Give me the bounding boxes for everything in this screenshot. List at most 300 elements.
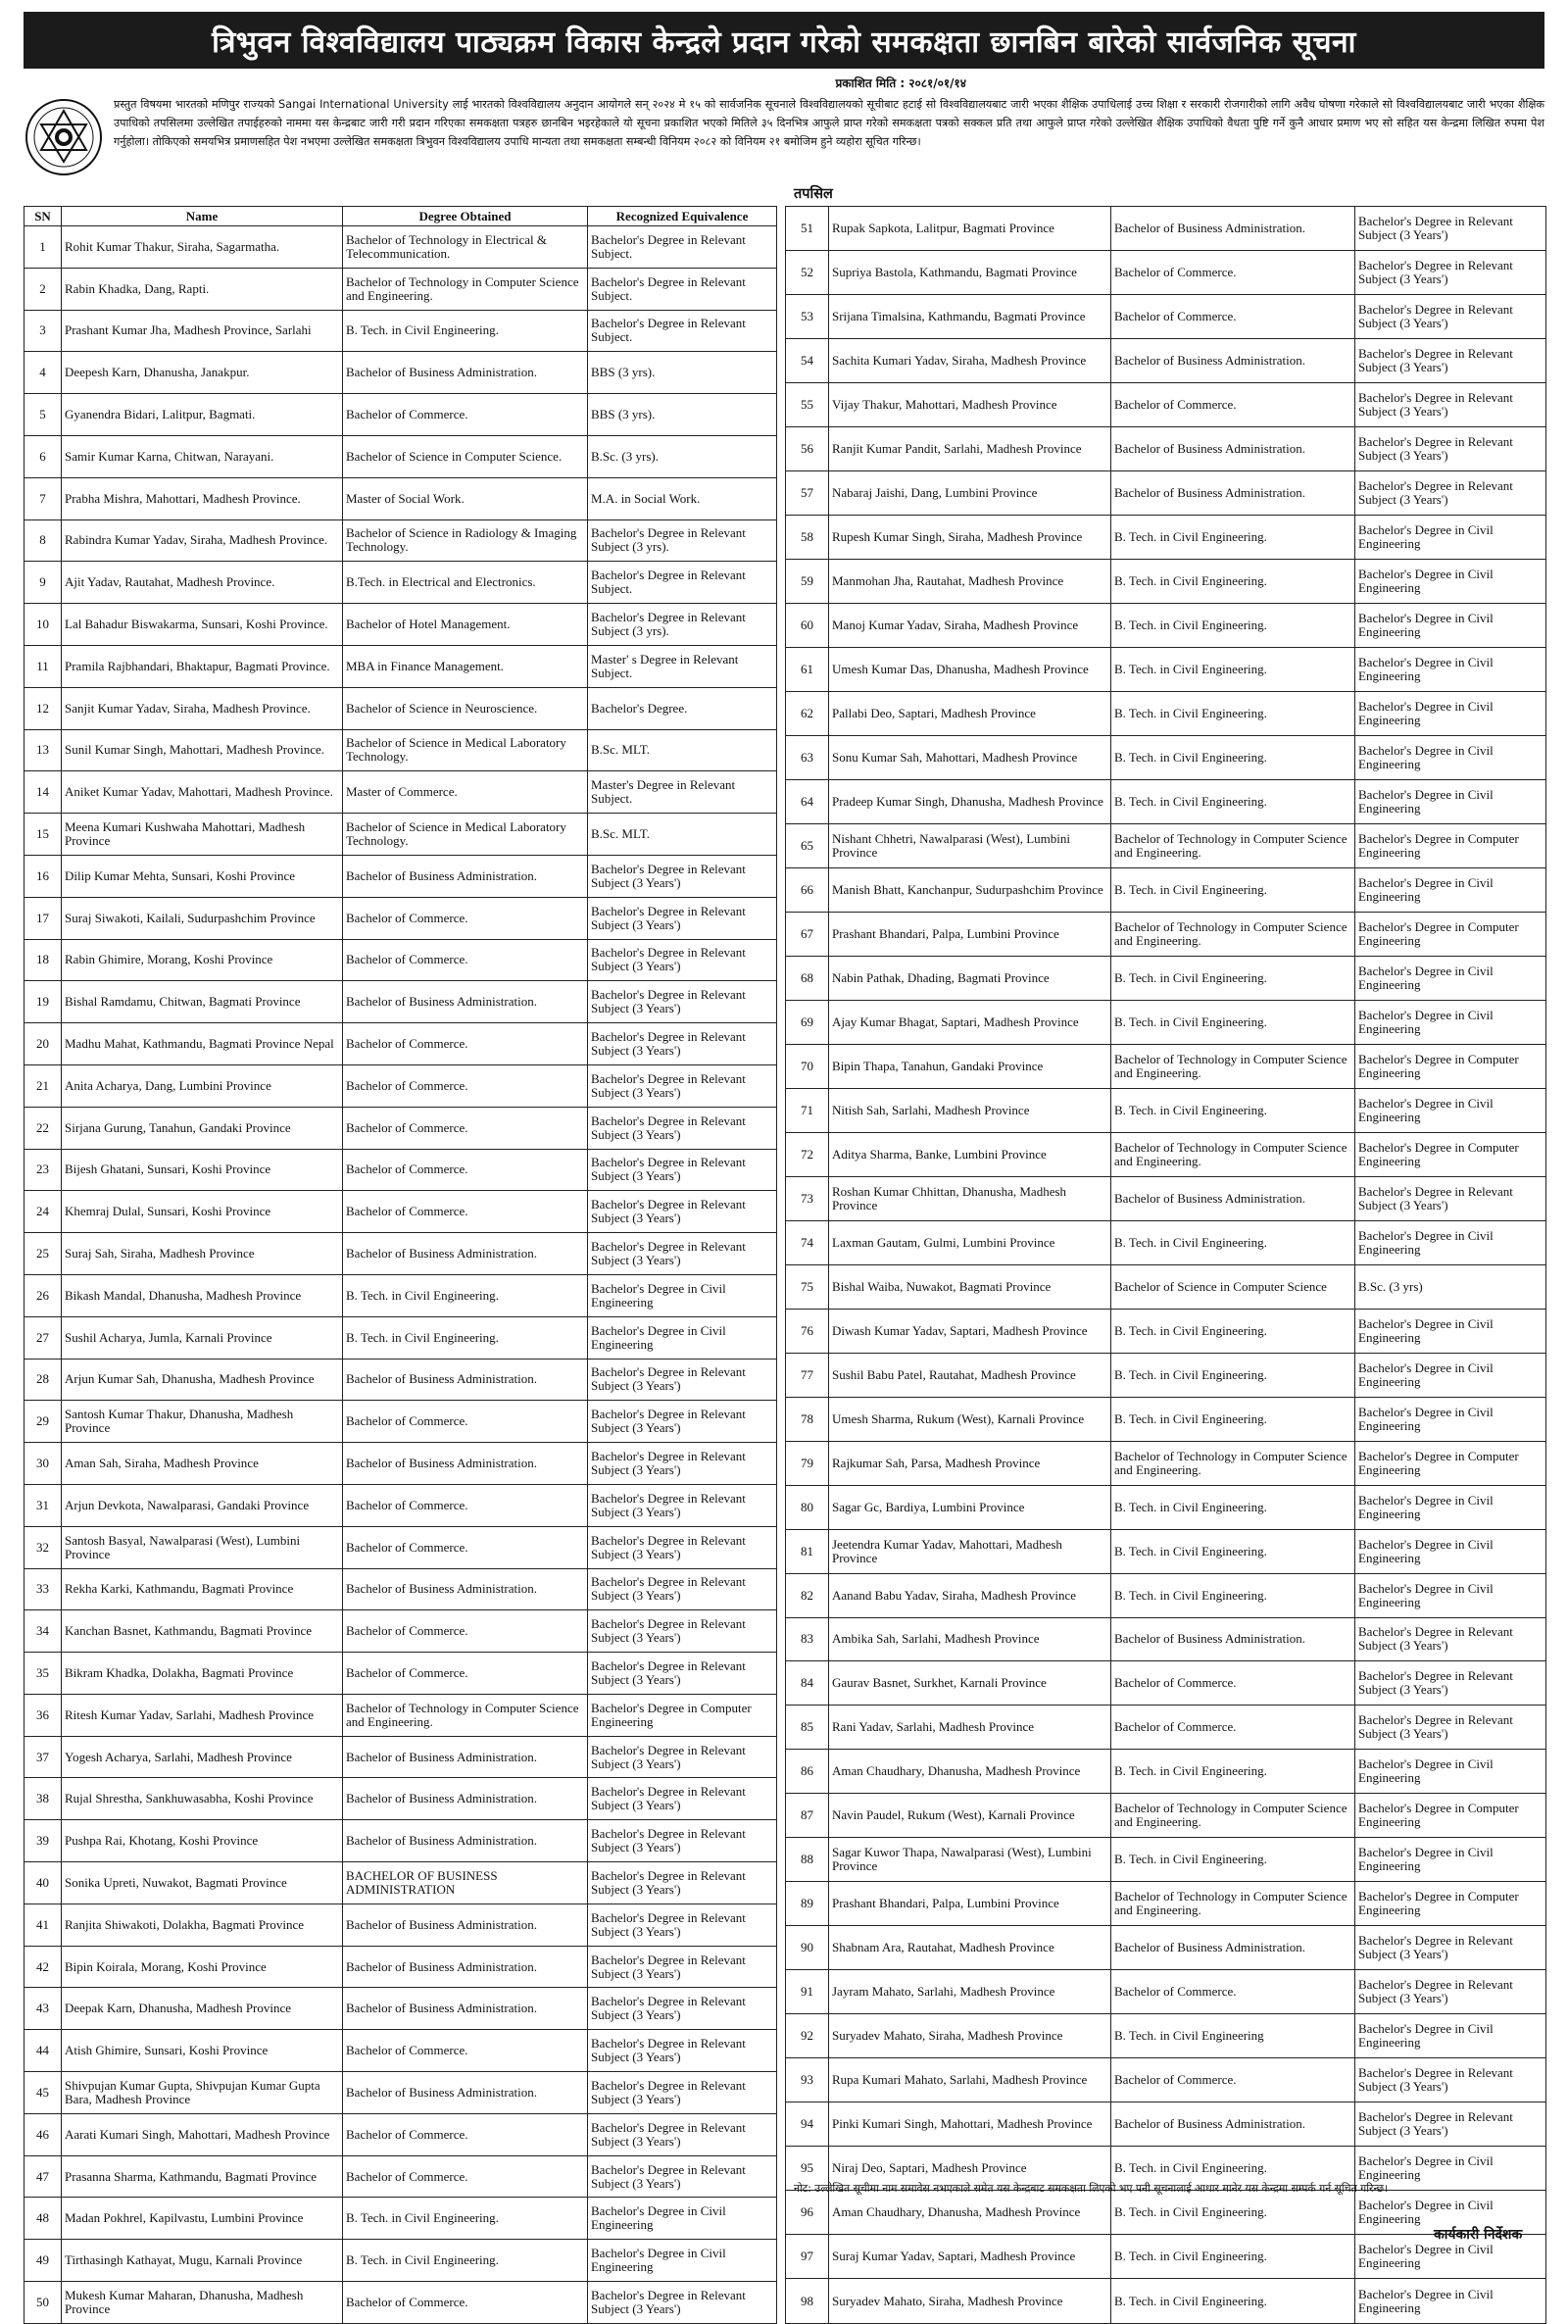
table-row <box>786 1264 1546 1309</box>
cell-name: Rabin Ghimire, Morang, Koshi Province <box>62 939 343 981</box>
cell-sn: 34 <box>24 1610 62 1653</box>
cell-degree: Bachelor of Commerce. <box>343 2282 588 2324</box>
cell-equivalence: Bachelor's Degree in Relevant Subject (3 Years') <box>1355 338 1546 382</box>
column-header-equivalence: Recognized Equivalence <box>588 207 777 226</box>
cell-name: Rupesh Kumar Singh, Siraha, Madhesh Province <box>829 515 1111 559</box>
table-row <box>24 2155 777 2198</box>
cell-sn: 53 <box>786 294 829 338</box>
cell-degree: B. Tech. in Civil Engineering. <box>1111 559 1355 603</box>
cell-sn: 95 <box>786 2147 829 2191</box>
cell-sn: 46 <box>24 2113 62 2155</box>
cell-sn: 67 <box>786 912 829 956</box>
cell-name: Rohit Kumar Thakur, Siraha, Sagarmatha. <box>62 226 343 269</box>
cell-equivalence: Bachelor's Degree in Relevant Subject (3 Years') <box>588 1778 777 1820</box>
cell-degree: MBA in Finance Management. <box>343 645 588 687</box>
table-row <box>24 268 777 310</box>
cell-name: Meena Kumari Kushwaha Mahottari, Madhesh Province <box>62 814 343 856</box>
cell-degree: B. Tech. in Civil Engineering <box>1111 2014 1355 2058</box>
cell-equivalence: Bachelor's Degree in Relevant Subject (3 Years') <box>588 1736 777 1778</box>
table-row <box>786 1088 1546 1132</box>
cell-sn: 25 <box>24 1233 62 1275</box>
cell-equivalence: Bachelor's Degree in Relevant Subject (3 Years') <box>1355 1706 1546 1750</box>
cell-degree: Bachelor of Science in Medical Laboratory Technology. <box>343 729 588 771</box>
candidate-table-right <box>785 206 1546 2324</box>
cell-name: Bipin Koirala, Morang, Koshi Province <box>62 1946 343 1988</box>
cell-degree: B. Tech. in Civil Engineering. <box>1111 1353 1355 1397</box>
cell-name: Aanand Babu Yadav, Siraha, Madhesh Province <box>829 1573 1111 1617</box>
table-row <box>24 1862 777 1904</box>
table-row <box>24 1820 777 1862</box>
cell-degree: Bachelor of Commerce. <box>343 1653 588 1695</box>
cell-sn: 87 <box>786 1794 829 1838</box>
cell-sn: 21 <box>24 1064 62 1107</box>
cell-sn: 85 <box>786 1706 829 1750</box>
cell-name: Nabin Pathak, Dhading, Bagmati Province <box>829 956 1111 1000</box>
table-row <box>786 470 1546 515</box>
table-row <box>24 981 777 1023</box>
cell-equivalence: Bachelor's Degree in Relevant Subject (3 Years') <box>1355 207 1546 251</box>
cell-equivalence: Bachelor's Degree in Civil Engineering <box>1355 1000 1546 1044</box>
table-header-row <box>24 207 777 226</box>
cell-name: Navin Paudel, Rukum (West), Karnali Province <box>829 1794 1111 1838</box>
cell-sn: 35 <box>24 1653 62 1695</box>
notice-title: त्रिभुवन विश्वविद्यालय पाठ्यक्रम विकास केन्द्रले प्रदान गरेको समकक्षता छानबिन बारेको सार्वजनिक सूचना <box>24 12 1544 69</box>
cell-equivalence: Bachelor's Degree in Civil Engineering <box>1355 559 1546 603</box>
cell-sn: 88 <box>786 1838 829 1882</box>
cell-equivalence: Bachelor's Degree in Civil Engineering <box>1355 691 1546 735</box>
cell-name: Bikram Khadka, Dolakha, Bagmati Province <box>62 1653 343 1695</box>
cell-sn: 43 <box>24 1988 62 2030</box>
cell-equivalence: Bachelor's Degree in Relevant Subject (3 Years') <box>588 1526 777 1568</box>
table-row <box>786 1573 1546 1617</box>
cell-sn: 65 <box>786 823 829 867</box>
cell-name: Sirjana Gurung, Tanahun, Gandaki Province <box>62 1107 343 1149</box>
cell-equivalence: Bachelor's Degree in Civil Engineering <box>1355 2191 1546 2235</box>
cell-equivalence: Master's Degree in Relevant Subject. <box>588 771 777 814</box>
cell-equivalence: Bachelor's Degree in Relevant Subject (3 Years') <box>1355 1176 1546 1220</box>
cell-sn: 33 <box>24 1568 62 1610</box>
cell-sn: 27 <box>24 1316 62 1359</box>
cell-degree: Bachelor of Commerce. <box>343 1610 588 1653</box>
cell-equivalence: Bachelor's Degree in Relevant Subject (3 Years') <box>588 1610 777 1653</box>
cell-degree: B. Tech. in Civil Engineering. <box>1111 1573 1355 1617</box>
cell-sn: 57 <box>786 470 829 515</box>
cell-sn: 45 <box>24 2072 62 2114</box>
cell-name: Atish Ghimire, Sunsari, Koshi Province <box>62 2030 343 2072</box>
column-header-sn: SN <box>24 207 62 226</box>
table-row <box>24 1610 777 1653</box>
cell-equivalence: Bachelor's Degree in Relevant Subject (3 Years') <box>1355 1617 1546 1661</box>
table-row <box>786 1617 1546 1661</box>
cell-degree: Bachelor of Commerce. <box>1111 1706 1355 1750</box>
table-row <box>786 647 1546 691</box>
table-row <box>786 1794 1546 1838</box>
cell-name: Prashant Kumar Jha, Madhesh Province, Sarlahi <box>62 310 343 352</box>
cell-equivalence: Bachelor's Degree in Civil Engineering <box>588 1274 777 1316</box>
table-row <box>786 2279 1546 2324</box>
cell-degree: B. Tech. in Civil Engineering. <box>1111 1000 1355 1044</box>
cell-degree: B. Tech. in Civil Engineering. <box>343 2198 588 2240</box>
cell-degree: B. Tech. in Civil Engineering. <box>1111 1220 1355 1264</box>
cell-name: Sanjit Kumar Yadav, Siraha, Madhesh Province. <box>62 687 343 729</box>
cell-degree: Bachelor of Technology in Computer Science and Engineering. <box>1111 823 1355 867</box>
cell-equivalence: Bachelor's Degree in Relevant Subject (3 yrs). <box>588 604 777 646</box>
cell-name: Roshan Kumar Chhittan, Dhanusha, Madhesh Province <box>829 1176 1111 1220</box>
cell-name: Niraj Deo, Saptari, Madhesh Province <box>829 2147 1111 2191</box>
table-row <box>24 897 777 939</box>
cell-name: Kanchan Basnet, Kathmandu, Bagmati Province <box>62 1610 343 1653</box>
cell-name: Ritesh Kumar Yadav, Sarlahi, Madhesh Province <box>62 1694 343 1736</box>
cell-sn: 39 <box>24 1820 62 1862</box>
cell-equivalence: Bachelor's Degree in Civil Engineering <box>1355 2147 1546 2191</box>
table-body-right <box>786 207 1546 2324</box>
cell-sn: 50 <box>24 2282 62 2324</box>
cell-equivalence: Bachelor's Degree in Civil Engineering <box>1355 1485 1546 1529</box>
cell-sn: 70 <box>786 1044 829 1088</box>
cell-sn: 9 <box>24 562 62 604</box>
table-row <box>786 912 1546 956</box>
cell-sn: 68 <box>786 956 829 1000</box>
cell-sn: 2 <box>24 268 62 310</box>
table-row <box>24 1946 777 1988</box>
cell-sn: 81 <box>786 1529 829 1573</box>
cell-sn: 86 <box>786 1750 829 1794</box>
cell-equivalence: Bachelor's Degree in Relevant Subject (3 Years') <box>1355 470 1546 515</box>
cell-degree: Bachelor of Commerce. <box>343 394 588 436</box>
published-date: प्रकाशित मिति : २०८१/०१/१४ <box>835 76 966 90</box>
table-row <box>786 1882 1546 1926</box>
cell-name: Nabaraj Jaishi, Dang, Lumbini Province <box>829 470 1111 515</box>
cell-degree: B. Tech. in Civil Engineering. <box>343 1316 588 1359</box>
cell-name: Prasanna Sharma, Kathmandu, Bagmati Province <box>62 2155 343 2198</box>
cell-sn: 12 <box>24 687 62 729</box>
cell-equivalence: Bachelor's Degree in Civil Engineering <box>1355 1309 1546 1353</box>
cell-sn: 41 <box>24 1904 62 1946</box>
cell-degree: B. Tech. in Civil Engineering. <box>343 2240 588 2282</box>
table-row <box>24 1316 777 1359</box>
cell-equivalence: B.Sc. (3 yrs). <box>588 435 777 477</box>
cell-sn: 40 <box>24 1862 62 1904</box>
cell-name: Yogesh Acharya, Sarlahi, Madhesh Province <box>62 1736 343 1778</box>
university-seal-logo <box>24 97 104 177</box>
cell-sn: 37 <box>24 1736 62 1778</box>
cell-degree: Bachelor of Commerce. <box>343 1023 588 1065</box>
cell-name: Tirthasingh Kathayat, Mugu, Karnali Province <box>62 2240 343 2282</box>
cell-degree: Bachelor of Business Administration. <box>343 1736 588 1778</box>
cell-equivalence: Bachelor's Degree in Civil Engineering <box>1355 1088 1546 1132</box>
cell-sn: 97 <box>786 2235 829 2279</box>
table-row <box>786 2102 1546 2147</box>
cell-equivalence: Bachelor's Degree in Relevant Subject. <box>588 310 777 352</box>
table-row <box>24 310 777 352</box>
cell-sn: 75 <box>786 1264 829 1309</box>
table-row <box>786 823 1546 867</box>
cell-degree: Bachelor of Science in Neuroscience. <box>343 687 588 729</box>
table-row <box>24 1359 777 1401</box>
cell-degree: Bachelor of Technology in Computer Science and Engineering. <box>1111 912 1355 956</box>
table-row <box>24 477 777 519</box>
table-body-left <box>24 226 777 2324</box>
cell-degree: B. Tech. in Civil Engineering. <box>1111 1309 1355 1353</box>
cell-sn: 32 <box>24 1526 62 1568</box>
table-row <box>24 645 777 687</box>
cell-equivalence: Bachelor's Degree in Relevant Subject (3 yrs). <box>588 519 777 562</box>
table-row <box>786 2014 1546 2058</box>
cell-degree: Master of Commerce. <box>343 771 588 814</box>
cell-sn: 15 <box>24 814 62 856</box>
cell-sn: 92 <box>786 2014 829 2058</box>
table-row <box>786 1706 1546 1750</box>
cell-equivalence: Bachelor's Degree in Civil Engineering <box>588 1316 777 1359</box>
table-row <box>786 515 1546 559</box>
table-row <box>786 1220 1546 1264</box>
table-row <box>24 814 777 856</box>
cell-equivalence: Bachelor's Degree in Computer Engineering <box>1355 1132 1546 1176</box>
cell-equivalence: Bachelor's Degree in Relevant Subject (3 Years') <box>588 1064 777 1107</box>
table-row <box>786 1176 1546 1220</box>
table-row <box>24 352 777 394</box>
cell-sn: 51 <box>786 207 829 251</box>
table-row <box>786 603 1546 647</box>
cell-sn: 36 <box>24 1694 62 1736</box>
cell-name: Umesh Sharma, Rukum (West), Karnali Province <box>829 1397 1111 1441</box>
cell-name: Sagar Kuwor Thapa, Nawalparasi (West), Lumbini Province <box>829 1838 1111 1882</box>
cell-degree: Bachelor of Commerce. <box>343 897 588 939</box>
cell-name: Ambika Sah, Sarlahi, Madhesh Province <box>829 1617 1111 1661</box>
cell-degree: B. Tech. in Civil Engineering. <box>1111 1838 1355 1882</box>
cell-degree: B. Tech. in Civil Engineering. <box>1111 2147 1355 2191</box>
cell-equivalence: Bachelor's Degree in Relevant Subject (3 Years') <box>588 2072 777 2114</box>
cell-sn: 83 <box>786 1617 829 1661</box>
table-row <box>24 1401 777 1443</box>
cell-name: Aman Chaudhary, Dhanusha, Madhesh Province <box>829 1750 1111 1794</box>
cell-equivalence: Bachelor's Degree in Relevant Subject (3 Years') <box>588 1359 777 1401</box>
table-row <box>786 1397 1546 1441</box>
cell-name: Suryadev Mahato, Siraha, Madhesh Province <box>829 2014 1111 2058</box>
cell-name: Arjun Devkota, Nawalparasi, Gandaki Province <box>62 1484 343 1526</box>
cell-degree: Bachelor of Business Administration. <box>343 352 588 394</box>
cell-equivalence: Bachelor's Degree in Civil Engineering <box>1355 779 1546 823</box>
cell-name: Madhu Mahat, Kathmandu, Bagmati Province Nepal <box>62 1023 343 1065</box>
cell-name: Umesh Kumar Das, Dhanusha, Madhesh Province <box>829 647 1111 691</box>
cell-sn: 56 <box>786 426 829 470</box>
candidate-tables <box>24 206 1546 2324</box>
cell-sn: 8 <box>24 519 62 562</box>
cell-equivalence: B.Sc. MLT. <box>588 729 777 771</box>
cell-equivalence: Bachelor's Degree in Computer Engineering <box>1355 1882 1546 1926</box>
cell-sn: 73 <box>786 1176 829 1220</box>
cell-sn: 89 <box>786 1882 829 1926</box>
cell-equivalence: Bachelor's Degree in Civil Engineering <box>1355 1838 1546 1882</box>
cell-equivalence: Bachelor's Degree in Relevant Subject (3 Years') <box>588 1107 777 1149</box>
table-row <box>24 1694 777 1736</box>
table-row <box>24 435 777 477</box>
cell-name: Diwash Kumar Yadav, Saptari, Madhesh Province <box>829 1309 1111 1353</box>
cell-degree: B. Tech. in Civil Engineering. <box>1111 2279 1355 2324</box>
cell-equivalence: Bachelor's Degree in Computer Engineering <box>588 1694 777 1736</box>
cell-equivalence: B.Sc. MLT. <box>588 814 777 856</box>
intro-section <box>24 95 1544 177</box>
cell-degree: Bachelor of Commerce. <box>1111 1661 1355 1706</box>
cell-name: Deepak Karn, Dhanusha, Madhesh Province <box>62 1988 343 2030</box>
cell-degree: Bachelor of Commerce. <box>343 939 588 981</box>
cell-name: Sachita Kumari Yadav, Siraha, Madhesh Province <box>829 338 1111 382</box>
cell-name: Rupak Sapkota, Lalitpur, Bagmati Province <box>829 207 1111 251</box>
cell-degree: Bachelor of Business Administration. <box>343 1233 588 1275</box>
intro-text: प्रस्तुत विषयमा भारतको मणिपुर राज्यको Sangai International University लाई भारतको विश्वविद्यालय अनुदान आयोगले सन् २०२४ मे १५ को सार्वजनिक सूचनाले विश्वविद्यालयको सूचीबाट हटाई सो विश्वविद्यालयबाट जारी भएका शैक्षिक उपाधिलाई उच्च शिक्षा र सरकारी रोजगारीको लागि अवैध घोषणा गरेकाले सो विश्वविद्यालयबाट जारी भएका शैक्षिक उपाधिको तपसिलमा उल्लेखित तपाईहरुको नाममा यस केन्द्रबाट जारी गरी प्रदान गरिएका समकक्षता पत्रहरु छानबिन भइरहेकाले यो सूचना प्रकाशित भएको मितिले ३५ दिनभित्र आफुले प्राप्त गरेको समकक्षता पत्रको सक्कल प्रति तथा आफुले प्राप्त गरेको उल्लेखित शैक्षिक उपाधिको वैधता पुष्टि गर्ने कुनै आधार प्रमाण भए सो सहित यस केन्द्रमा लिखित रुपमा पेश गर्नुहोला। तोकिएको समयभित्र प्रमाणसहित पेश नभएमा उल्लेखित समकक्षता त्रिभुवन विश्वविद्यालय उपाधि मान्यता तथा समकक्षता सम्बन्धी विनियम २०८२ को विनियम २१ बमोजिम हुने व्यहोरा सूचित गरिन्छ। <box>114 98 1544 148</box>
cell-name: Sonika Upreti, Nuwakot, Bagmati Province <box>62 1862 343 1904</box>
cell-name: Rujal Shrestha, Sankhuwasabha, Koshi Province <box>62 1778 343 1820</box>
cell-equivalence: Bachelor's Degree in Civil Engineering <box>1355 1750 1546 1794</box>
cell-degree: Bachelor of Science in Medical Laboratory Technology. <box>343 814 588 856</box>
table-row <box>24 394 777 436</box>
table-row <box>24 519 777 562</box>
cell-sn: 10 <box>24 604 62 646</box>
table-row <box>24 1526 777 1568</box>
cell-equivalence: Bachelor's Degree in Relevant Subject (3 Years') <box>588 1904 777 1946</box>
table-row <box>786 1485 1546 1529</box>
signature-title: कार्यकारी निर्देशक <box>1434 2227 1523 2243</box>
cell-equivalence: Bachelor's Degree in Relevant Subject (3 Years') <box>588 2155 777 2198</box>
table-row <box>786 1970 1546 2014</box>
table-row <box>786 1044 1546 1088</box>
cell-degree: Bachelor of Technology in Computer Science and Engineering. <box>1111 1794 1355 1838</box>
table-row <box>24 2198 777 2240</box>
cell-equivalence: Bachelor's Degree in Civil Engineering <box>1355 1529 1546 1573</box>
cell-name: Rekha Karki, Kathmandu, Bagmati Province <box>62 1568 343 1610</box>
cell-degree: Bachelor of Hotel Management. <box>343 604 588 646</box>
cell-equivalence: Bachelor's Degree in Computer Engineering <box>1355 912 1546 956</box>
cell-name: Khemraj Dulal, Sunsari, Koshi Province <box>62 1191 343 1233</box>
cell-equivalence: Bachelor's Degree in Civil Engineering <box>588 2198 777 2240</box>
cell-name: Ranjita Shiwakoti, Dolakha, Bagmati Province <box>62 1904 343 1946</box>
cell-name: Manish Bhatt, Kanchanpur, Sudurpashchim Province <box>829 867 1111 912</box>
table-row <box>24 1778 777 1820</box>
cell-degree: Bachelor of Commerce. <box>343 1064 588 1107</box>
cell-degree: Bachelor of Commerce. <box>343 1149 588 1191</box>
cell-degree: Bachelor of Commerce. <box>343 2155 588 2198</box>
cell-name: Ajit Yadav, Rautahat, Madhesh Province. <box>62 562 343 604</box>
table-row <box>24 604 777 646</box>
table-row <box>24 855 777 897</box>
cell-equivalence: Bachelor's Degree in Relevant Subject (3 Years') <box>588 1946 777 1988</box>
table-row <box>786 1926 1546 1970</box>
cell-degree: Bachelor of Business Administration. <box>343 1443 588 1485</box>
cell-degree: B. Tech. in Civil Engineering. <box>1111 515 1355 559</box>
cell-name: Pramila Rajbhandari, Bhaktapur, Bagmati Province. <box>62 645 343 687</box>
cell-sn: 64 <box>786 779 829 823</box>
cell-name: Mukesh Kumar Maharan, Dhanusha, Madhesh Province <box>62 2282 343 2324</box>
cell-sn: 26 <box>24 1274 62 1316</box>
cell-sn: 90 <box>786 1926 829 1970</box>
cell-equivalence: M.A. in Social Work. <box>588 477 777 519</box>
cell-sn: 82 <box>786 1573 829 1617</box>
cell-equivalence: Bachelor's Degree. <box>588 687 777 729</box>
cell-sn: 30 <box>24 1443 62 1485</box>
cell-sn: 54 <box>786 338 829 382</box>
cell-degree: B. Tech. in Civil Engineering. <box>343 1274 588 1316</box>
cell-sn: 13 <box>24 729 62 771</box>
cell-degree: B. Tech. in Civil Engineering. <box>1111 2235 1355 2279</box>
table-row <box>24 2113 777 2155</box>
cell-degree: B. Tech. in Civil Engineering. <box>1111 603 1355 647</box>
table-row <box>24 1149 777 1191</box>
cell-sn: 44 <box>24 2030 62 2072</box>
cell-equivalence: Bachelor's Degree in Civil Engineering <box>1355 603 1546 647</box>
table-row <box>24 2030 777 2072</box>
cell-equivalence: Bachelor's Degree in Relevant Subject (3 Years') <box>588 1484 777 1526</box>
cell-sn: 6 <box>24 435 62 477</box>
cell-degree: B. Tech. in Civil Engineering. <box>1111 735 1355 779</box>
cell-equivalence: Bachelor's Degree in Computer Engineering <box>1355 823 1546 867</box>
cell-name: Sushil Acharya, Jumla, Karnali Province <box>62 1316 343 1359</box>
cell-degree: Bachelor of Commerce. <box>1111 2058 1355 2102</box>
cell-degree: B. Tech. in Civil Engineering. <box>1111 1529 1355 1573</box>
cell-sn: 78 <box>786 1397 829 1441</box>
cell-name: Nishant Chhetri, Nawalparasi (West), Lumbini Province <box>829 823 1111 867</box>
table-row <box>786 1661 1546 1706</box>
cell-sn: 17 <box>24 897 62 939</box>
table-row <box>786 338 1546 382</box>
cell-name: Aman Chaudhary, Dhanusha, Madhesh Province <box>829 2191 1111 2235</box>
cell-name: Dilip Kumar Mehta, Sunsari, Koshi Province <box>62 855 343 897</box>
cell-degree: Bachelor of Commerce. <box>343 1401 588 1443</box>
cell-equivalence: B.Sc. (3 yrs) <box>1355 1264 1546 1309</box>
cell-equivalence: Bachelor's Degree in Civil Engineering <box>1355 2235 1546 2279</box>
cell-degree: Bachelor of Commerce. <box>343 2113 588 2155</box>
cell-sn: 69 <box>786 1000 829 1044</box>
cell-degree: Bachelor of Technology in Computer Science and Engineering. <box>343 1694 588 1736</box>
cell-equivalence: Bachelor's Degree in Relevant Subject (3 Years') <box>588 1653 777 1695</box>
cell-name: Shabnam Ara, Rautahat, Madhesh Province <box>829 1926 1111 1970</box>
cell-equivalence: Bachelor's Degree in Civil Engineering <box>1355 867 1546 912</box>
cell-equivalence: Bachelor's Degree in Relevant Subject (3 Years') <box>588 1988 777 2030</box>
cell-name: Jayram Mahato, Sarlahi, Madhesh Province <box>829 1970 1111 2014</box>
cell-degree: Bachelor of Technology in Computer Science and Engineering. <box>1111 1044 1355 1088</box>
cell-degree: Bachelor of Business Administration. <box>343 1359 588 1401</box>
cell-equivalence: Bachelor's Degree in Relevant Subject (3 Years') <box>588 939 777 981</box>
cell-equivalence: Bachelor's Degree in Relevant Subject (3 Years') <box>1355 426 1546 470</box>
cell-degree: Bachelor of Commerce. <box>343 1526 588 1568</box>
cell-equivalence: Bachelor's Degree in Relevant Subject (3 Years') <box>588 2113 777 2155</box>
column-header-name: Name <box>62 207 343 226</box>
cell-equivalence: Bachelor's Degree in Relevant Subject (3 Years') <box>1355 1661 1546 1706</box>
table-row <box>786 1529 1546 1573</box>
cell-name: Santosh Basyal, Nawalparasi (West), Lumbini Province <box>62 1526 343 1568</box>
cell-degree: B. Tech. in Civil Engineering. <box>1111 1750 1355 1794</box>
cell-sn: 42 <box>24 1946 62 1988</box>
cell-sn: 16 <box>24 855 62 897</box>
cell-sn: 63 <box>786 735 829 779</box>
cell-sn: 60 <box>786 603 829 647</box>
table-row <box>786 956 1546 1000</box>
table-row <box>786 207 1546 251</box>
cell-equivalence: Bachelor's Degree in Relevant Subject. <box>588 268 777 310</box>
cell-equivalence: Bachelor's Degree in Civil Engineering <box>1355 1220 1546 1264</box>
cell-sn: 58 <box>786 515 829 559</box>
cell-name: Sonu Kumar Sah, Mahottari, Madhesh Province <box>829 735 1111 779</box>
cell-sn: 3 <box>24 310 62 352</box>
cell-equivalence: Bachelor's Degree in Relevant Subject (3 Years') <box>588 1443 777 1485</box>
cell-degree: B. Tech. in Civil Engineering. <box>1111 647 1355 691</box>
cell-degree: Bachelor of Business Administration. <box>1111 1926 1355 1970</box>
cell-degree: Bachelor of Business Administration. <box>343 1778 588 1820</box>
cell-name: Prashant Bhandari, Palpa, Lumbini Province <box>829 1882 1111 1926</box>
cell-degree: B.Tech. in Electrical and Electronics. <box>343 562 588 604</box>
table-row <box>786 1000 1546 1044</box>
cell-sn: 23 <box>24 1149 62 1191</box>
cell-name: Suryadev Mahato, Siraha, Madhesh Province <box>829 2279 1111 2324</box>
